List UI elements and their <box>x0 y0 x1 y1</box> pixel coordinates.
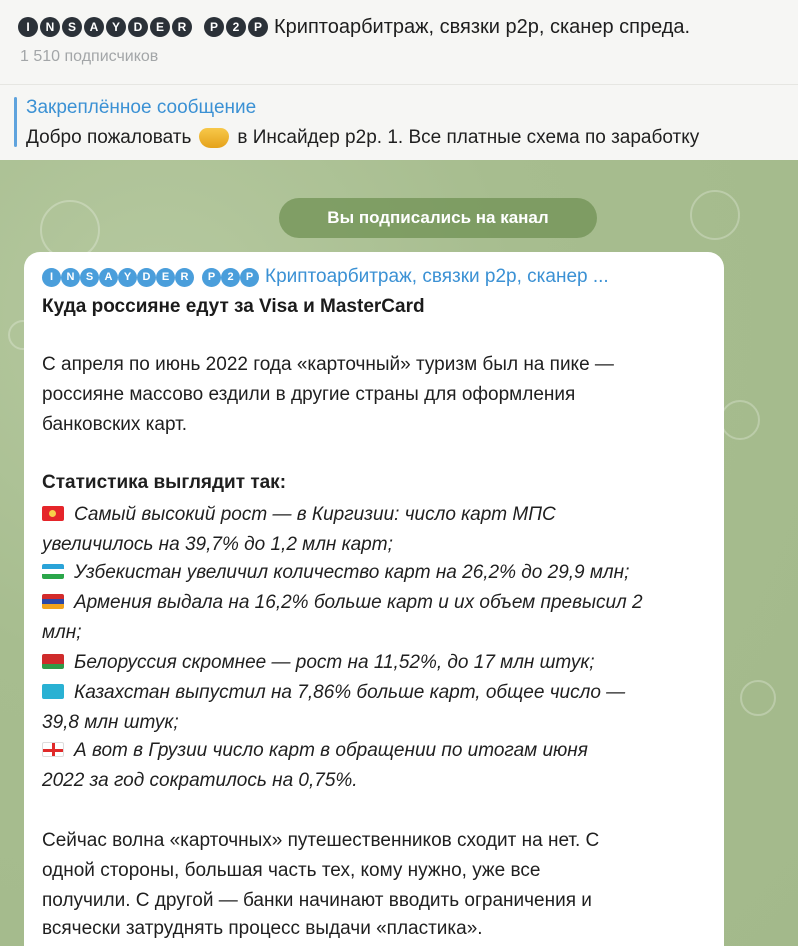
armenia-flag-icon <box>42 594 64 609</box>
intro-line: С апреля по июнь 2022 года «карточный» туризм был на пике — <box>42 354 614 375</box>
brand-letter: A <box>84 17 104 37</box>
brand-letter: A <box>99 268 118 287</box>
brand-logo <box>18 17 268 37</box>
subscribed-notice: Вы подписались на канал <box>279 198 597 238</box>
stats-title: Статистика выглядит так: <box>42 472 287 493</box>
stat-line: Узбекистан увеличил количество карт на 26,2% до 29,9 млн; <box>42 560 629 586</box>
pinned-indicator <box>14 97 17 147</box>
brand-letter: I <box>18 17 38 37</box>
kyrgyzstan-flag-icon <box>42 506 64 521</box>
channel-name: Криптоарбитраж, связки р2р, сканер спреда. <box>274 15 691 38</box>
handshake-icon <box>199 128 229 148</box>
brand-letter: S <box>62 17 82 37</box>
pinned-text-end: в Инсайдер р2р. 1. Все платные схема по заработку <box>237 127 700 148</box>
pinned-message[interactable] <box>0 84 798 160</box>
pinned-label: Закреплённое сообщение <box>26 97 257 118</box>
georgia-flag-icon <box>42 742 64 757</box>
outro-line: получили. С другой — банки начинают вводить ограничения и <box>42 890 592 911</box>
belarus-flag-icon <box>42 654 64 669</box>
brand-letter: Y <box>106 17 126 37</box>
brand-letter: 2 <box>221 268 240 287</box>
brand-letter: R <box>172 17 192 37</box>
stat-line: Самый высокий рост — в Киргизии: число карт МПС <box>42 502 556 528</box>
outro-line: всячески затруднять процесс выдачи «пластика». <box>42 918 483 939</box>
intro-line: россияне массово ездили в другие страны для оформления <box>42 384 576 405</box>
uzbekistan-flag-icon <box>42 564 64 579</box>
channel-title[interactable] <box>18 12 690 42</box>
pinned-preview <box>26 127 699 149</box>
intro-line: банковских карт. <box>42 414 188 435</box>
brand-letter: N <box>40 17 60 37</box>
stat-line: Белоруссия скромнее — рост на 11,52%, до 17 млн штук; <box>42 650 595 676</box>
post-headline: Куда россияне едут за Visa и MasterCard <box>42 296 425 317</box>
brand-letter: S <box>80 268 99 287</box>
brand-letter: N <box>61 268 80 287</box>
brand-letter: E <box>150 17 170 37</box>
brand-letter: Y <box>118 268 137 287</box>
channel-post[interactable] <box>24 252 724 946</box>
brand-letter: I <box>42 268 61 287</box>
brand-letter: E <box>156 268 175 287</box>
brand-letter: P <box>204 17 224 37</box>
outro-line: одной стороны, большая часть тех, кому нужно, уже все <box>42 860 541 881</box>
brand-letter: 2 <box>226 17 246 37</box>
post-channel-name: Криптоарбитраж, связки р2р, сканер ... <box>265 266 609 287</box>
stat-line: 2022 за год сократилось на 0,75%. <box>42 770 358 791</box>
post-author[interactable] <box>42 266 712 288</box>
brand-letter: P <box>240 268 259 287</box>
pinned-text-start: Добро пожаловать <box>26 127 192 148</box>
brand-letter: P <box>202 268 221 287</box>
brand-letter: R <box>175 268 194 287</box>
subscriber-count: 1 510 подписчиков <box>20 48 159 65</box>
channel-header[interactable] <box>0 0 798 84</box>
stat-line: Казахстан выпустил на 7,86% больше карт, общее число — <box>42 680 625 706</box>
stat-line: А вот в Грузии число карт в обращении по итогам июня <box>42 738 588 764</box>
stat-line: увеличилось на 39,7% до 1,2 млн карт; <box>42 534 393 555</box>
stat-line: 39,8 млн штук; <box>42 712 179 733</box>
stat-line: млн; <box>42 622 82 643</box>
brand-letter: D <box>137 268 156 287</box>
brand-letter: P <box>248 17 268 37</box>
kazakhstan-flag-icon <box>42 684 64 699</box>
stat-line: Армения выдала на 16,2% больше карт и их объем превысил 2 <box>42 590 643 616</box>
outro-line: Сейчас волна «карточных» путешественников сходит на нет. С <box>42 830 600 851</box>
brand-letter: D <box>128 17 148 37</box>
